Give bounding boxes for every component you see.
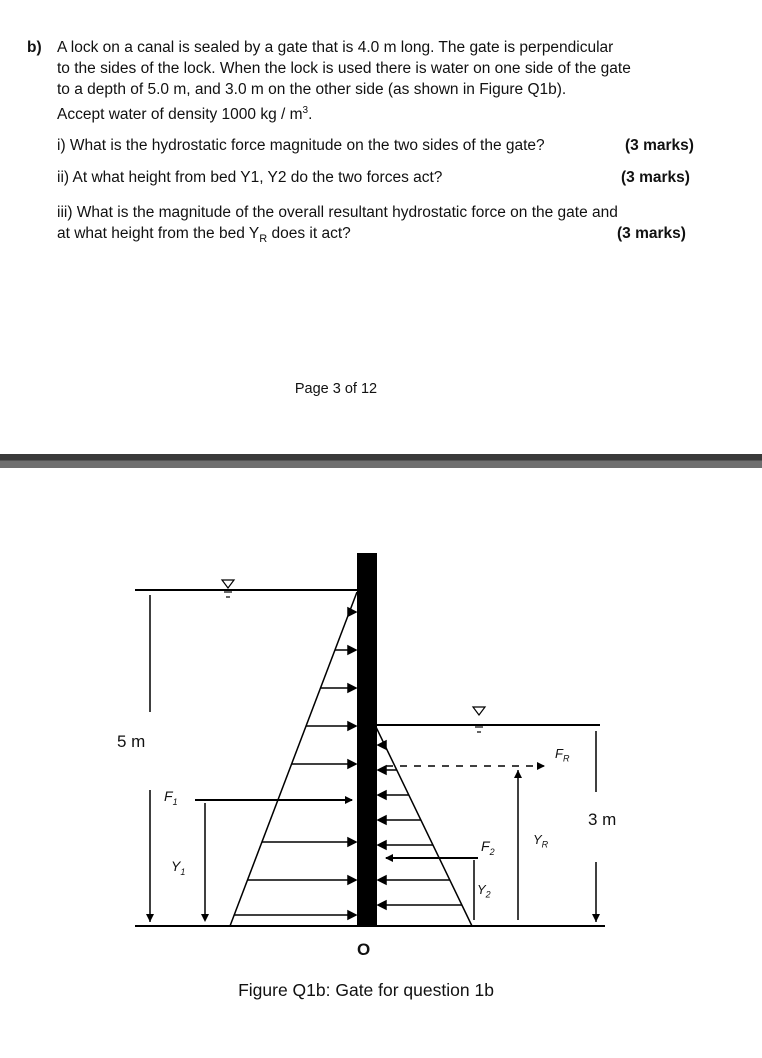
- left-pressure-arrowhead: [348, 876, 356, 884]
- page-separator: [0, 454, 762, 468]
- left-pressure-arrowhead: [348, 608, 356, 616]
- density-text: Accept water of density 1000 kg / m: [57, 106, 303, 124]
- part-iii-sub: R: [259, 233, 268, 246]
- figure-caption: Figure Q1b: Gate for question 1b: [238, 980, 494, 1000]
- part-iii-line-1: iii) What is the magnitude of the overall resultant hydrostatic force on the gate and: [57, 204, 618, 221]
- part-ii-marks: (3 marks): [621, 169, 690, 186]
- left-pressure-triangle-edge: [230, 592, 357, 926]
- question-line-4: [57, 100, 312, 125]
- part-i-text: i) What is the hydrostatic force magnitude on the two sides of the gate?: [57, 137, 545, 154]
- right-pressure-triangle-edge: [376, 727, 472, 926]
- left-depth-label: 5 m: [117, 732, 146, 751]
- question-line-3: to a depth of 5.0 m, and 3.0 m on the other side (as shown in Figure Q1b).: [57, 81, 567, 98]
- left-pressure-arrowhead: [348, 722, 356, 730]
- left-pressure-arrowhead: [348, 684, 356, 692]
- left-pressure-arrows: [234, 608, 356, 919]
- right-pressure-arrowhead: [378, 876, 386, 884]
- page-label: Page 3 of 12: [294, 381, 378, 397]
- question-line-1: A lock on a canal is sealed by a gate that is 4.0 m long. The gate is perpendicular: [57, 39, 614, 56]
- yr-label: $Y_R$: [533, 832, 549, 850]
- f2-label: $F_2$: [481, 838, 495, 857]
- left-pressure-arrowhead: [348, 646, 356, 654]
- part-iii-marks: (3 marks): [617, 225, 686, 242]
- question-line-2: to the sides of the lock. When the lock is used there is water on one side of the gate: [57, 60, 631, 77]
- gate: [357, 553, 377, 927]
- right-surface-symbol: [473, 707, 485, 715]
- part-iii-text: at what height from the bed Y: [57, 225, 260, 242]
- right-depth-label: 3 m: [588, 810, 617, 829]
- right-pressure-arrowhead: [378, 791, 386, 799]
- question-label: b): [27, 39, 42, 56]
- right-pressure-arrowhead: [378, 901, 386, 909]
- left-pressure-arrowhead: [348, 838, 356, 846]
- left-pressure-arrowhead: [348, 911, 356, 919]
- part-iii-end: does it act?: [267, 225, 351, 242]
- pivot-label: O: [357, 940, 371, 959]
- gate-figure: [0, 468, 762, 978]
- right-pressure-arrowhead: [378, 841, 386, 849]
- density-end: .: [308, 106, 313, 124]
- part-ii-text: ii) At what height from bed Y1, Y2 do the two forces act?: [57, 169, 443, 186]
- right-pressure-arrowhead: [378, 741, 386, 749]
- unit-exponent: 3: [302, 105, 309, 116]
- f1-label: $F_1$: [164, 788, 178, 807]
- right-pressure-arrowhead: [378, 766, 386, 774]
- y1-label: $Y_1$: [171, 858, 186, 877]
- right-pressure-arrowhead: [378, 816, 386, 824]
- part-i-marks: (3 marks): [625, 137, 694, 154]
- left-surface-symbol: [222, 580, 234, 588]
- left-pressure-arrowhead: [348, 760, 356, 768]
- y2-label: $Y_2$: [477, 882, 491, 900]
- fr-label: $F_R$: [555, 746, 570, 764]
- part-iii-line-2: [57, 223, 351, 250]
